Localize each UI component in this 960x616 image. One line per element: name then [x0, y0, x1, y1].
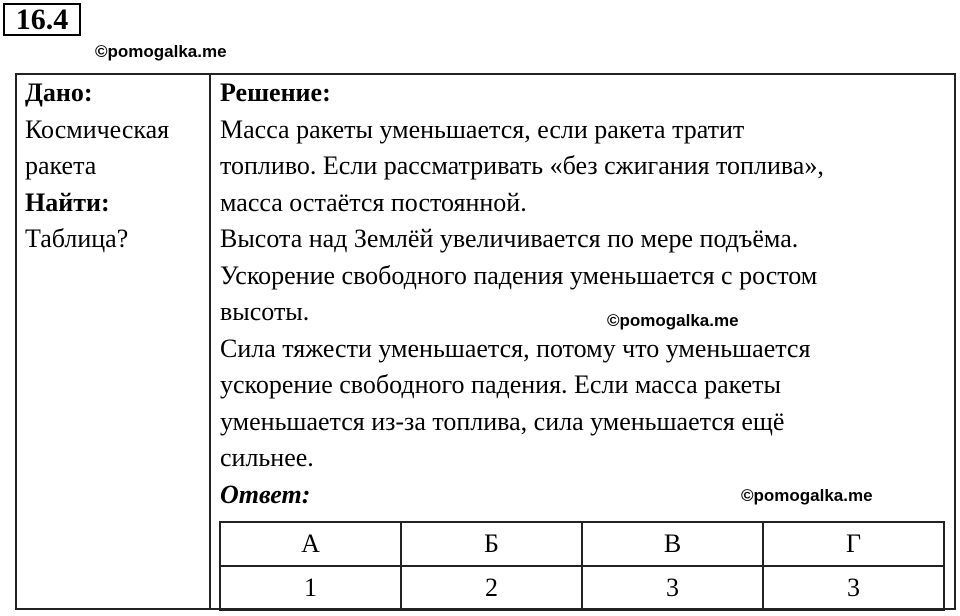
solution-line: ускорение свободного падения. Если масса ракеты: [220, 370, 782, 399]
given-heading: Дано:: [25, 78, 93, 107]
find-line: Таблица?: [25, 224, 129, 253]
find-heading: Найти:: [25, 187, 110, 217]
answer-header-cell: В: [582, 522, 763, 566]
answer-value-cell: 3: [763, 566, 944, 610]
answer-header-cell: Б: [401, 522, 582, 566]
watermark: ©pomogalka.me: [607, 311, 739, 330]
problem-number: 16.4: [3, 3, 81, 36]
solution-line: сильнее.: [220, 443, 314, 472]
solution-line: Масса ракеты уменьшается, если ракета тратит: [220, 114, 745, 144]
solution-line: топливо. Если рассматривать «без сжигания топлива»,: [220, 151, 824, 180]
solution-line: Сила тяжести уменьшается, потому что уменьшается: [220, 333, 811, 363]
given-column: [25, 75, 205, 258]
solution-line: Ускорение свободного падения уменьшается с ростом: [220, 260, 818, 290]
given-line: ракета: [25, 151, 97, 180]
solution-column: [220, 75, 950, 513]
answer-label: Ответ:: [220, 479, 311, 509]
answer-header-cell: А: [220, 522, 401, 566]
answer-table: [219, 521, 945, 611]
solution-line: уменьшается из-за топлива, сила уменьшается ещё: [220, 406, 785, 436]
answer-value-row: [220, 566, 944, 610]
answer-value-cell: 2: [401, 566, 582, 610]
solution-line: высоты.: [220, 297, 310, 326]
solution-line: масса остаётся постоянной.: [220, 187, 527, 217]
given-line: Космическая: [25, 114, 170, 144]
watermark: ©pomogalka.me: [741, 486, 873, 505]
answer-value-cell: 3: [582, 566, 763, 610]
solution-heading: Решение:: [220, 78, 331, 107]
answer-header-cell: Г: [763, 522, 944, 566]
watermark: ©pomogalka.me: [95, 42, 227, 61]
solution-line: Высота над Землёй увеличивается по мере подъёма.: [220, 224, 799, 253]
answer-header-row: [220, 522, 944, 566]
solution-table: [15, 73, 956, 610]
answer-value-cell: 1: [220, 566, 401, 610]
column-divider: [209, 75, 211, 608]
